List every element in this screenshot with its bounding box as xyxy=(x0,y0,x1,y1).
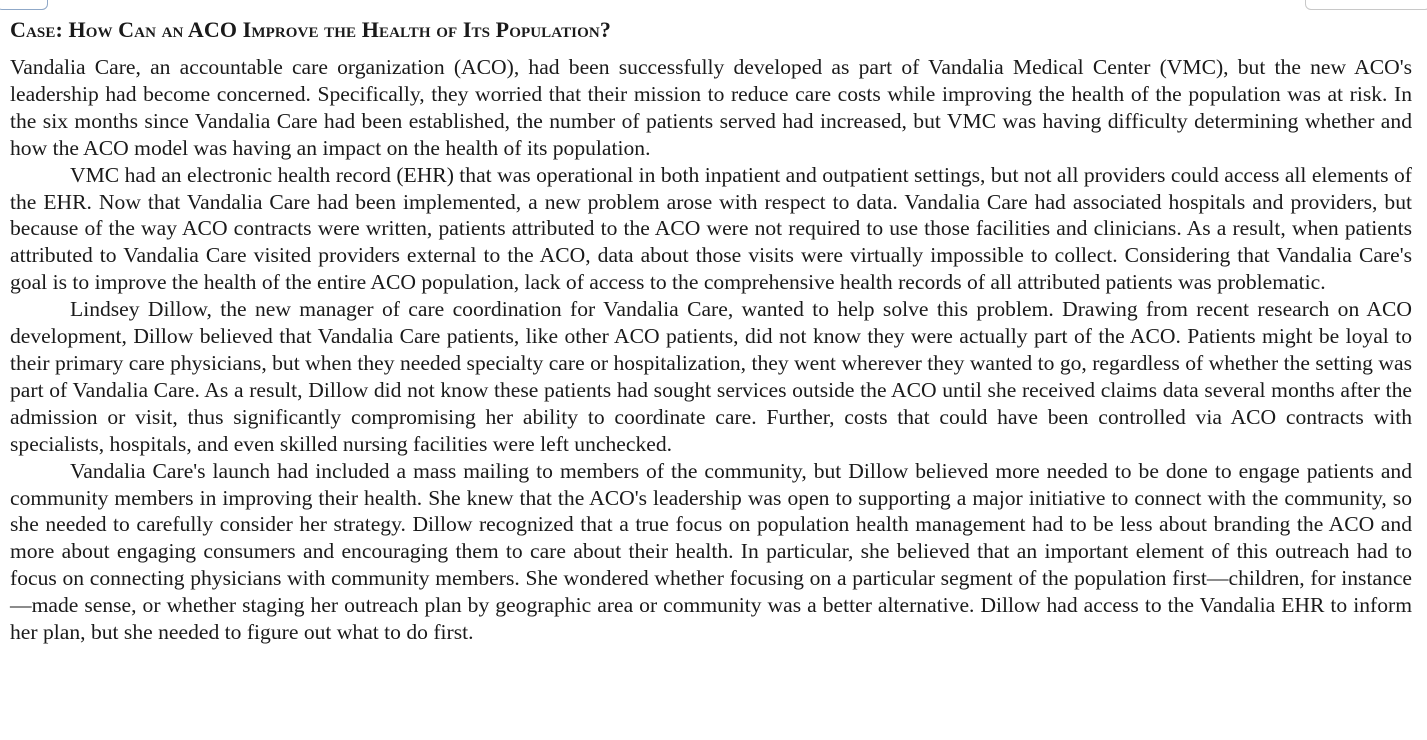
top-left-tab[interactable] xyxy=(0,0,48,10)
case-paragraph-4: Vandalia Care's launch had included a mass mailing to members of the community, but Dillow believed more needed to be done to engage patients and community members in improving their health. She knew that the ACO's leadership was open to supporting a major initiative to connect with the community, so she needed to carefully consider her strategy. Dillow recognized that a true focus on population health management had to be less about branding the ACO and more about engaging consumers and encouraging them to care about their health. In particular, she believed that an important element of this outreach had to focus on connecting physicians with community members. She wondered whether focusing on a particular segment of the population first—children, for instance—made sense, or whether staging her outreach plan by geographic area or community was a better alternative. Dillow had access to the Vandalia EHR to inform her plan, but she needed to figure out what to do first. xyxy=(10,458,1412,645)
case-paragraph-3: Lindsey Dillow, the new manager of care coordination for Vandalia Care, wanted to help solve this problem. Drawing from recent research on ACO development, Dillow believed that Vandalia Care patients, like other ACO patients, did not know they were actually part of the ACO. Patients might be loyal to their primary care physicians, but when they needed specialty care or hospitalization, they went wherever they wanted to go, regardless of whether the setting was part of Vandalia Care. As a result, Dillow did not know these patients had sought services outside the ACO until she received claims data several months after the admission or visit, thus significantly compromising her ability to coordinate care. Further, costs that could have been controlled via ACO contracts with specialists, hospitals, and even skilled nursing facilities were left unchecked. xyxy=(10,297,1412,456)
case-paragraph-2: VMC had an electronic health record (EHR) that was operational in both inpatient and outpatient settings, but not all providers could access all elements of the EHR. Now that Vandalia Care had been implemented, a new problem arose with respect to data. Vandalia Care had associated hospitals and providers, but because of the way ACO contracts were written, patients attributed to the ACO were not required to use those facilities and clinicians. As a result, when patients attributed to Vandalia Care visited providers external to the ACO, data about those visits were virtually impossible to collect. Considering that Vandalia Care's goal is to improve the health of the entire ACO population, lack of access to the comprehensive health records of all attributed patients was problematic. xyxy=(10,162,1412,295)
case-paragraph-1: Vandalia Care, an accountable care organization (ACO), had been successfully developed as part of Vandalia Medical Center (VMC), but the new ACO's leadership had become concerned. Specifically, they worried that their mission to reduce care costs while improving the health of the population was at risk. In the six months since Vandalia Care had been established, the number of patients served had increased, but VMC was having difficulty determining whether and how the ACO model was having an impact on the health of its population. xyxy=(10,55,1412,160)
case-title: Case: How Can an ACO Improve the Health of Its Population? xyxy=(10,17,611,42)
case-document xyxy=(10,16,1412,646)
top-right-tab[interactable] xyxy=(1305,0,1427,10)
